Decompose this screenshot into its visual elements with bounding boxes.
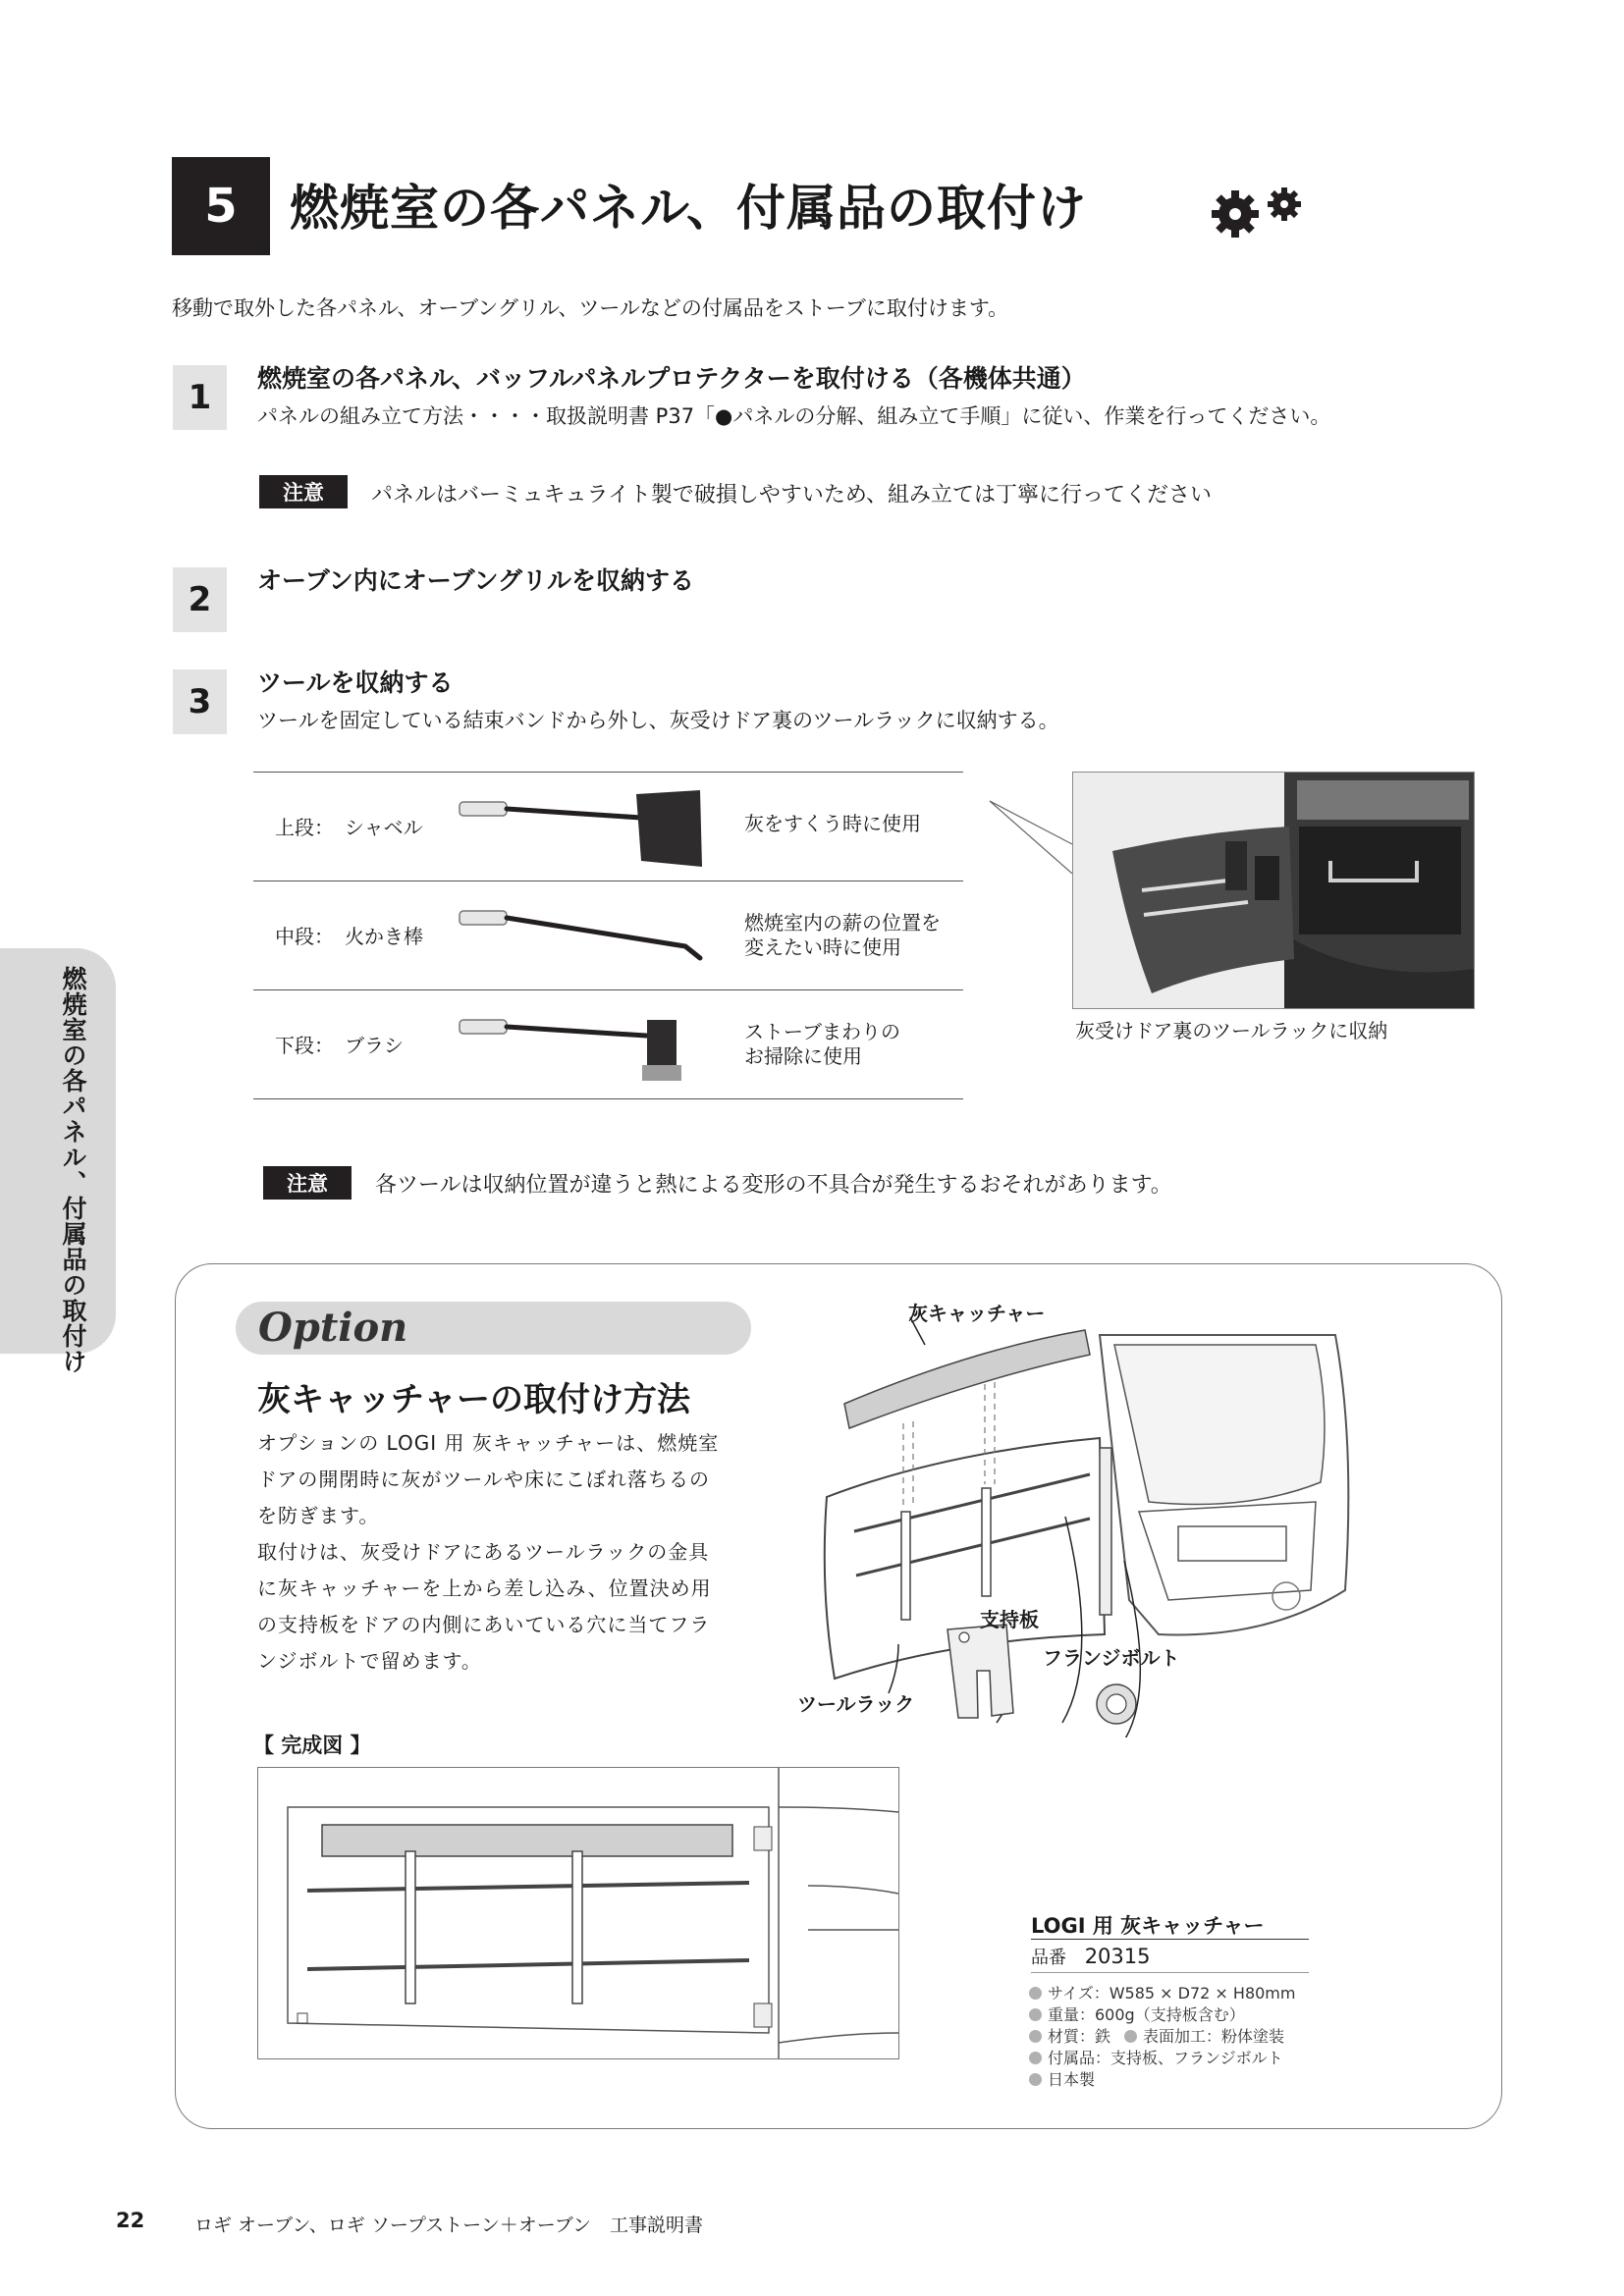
spec-text: サイズ：W585 × D72 × H80mm bbox=[1048, 1984, 1296, 2002]
tool-rack-photo bbox=[1072, 772, 1475, 1009]
tool-use-line: 燃焼室内の薪の位置を bbox=[744, 911, 941, 934]
bullet-dot-icon bbox=[1029, 2008, 1042, 2021]
product-title: LOGI 用 灰キャッチャー bbox=[1031, 1914, 1265, 1938]
gear-icon bbox=[1206, 183, 1314, 245]
label-support-plate: 支持板 bbox=[980, 1608, 1039, 1631]
section-title: 燃焼室の各パネル、付属品の取付け bbox=[290, 180, 1087, 237]
completed-diagram bbox=[257, 1767, 899, 2059]
step-1-number: 1 bbox=[173, 365, 227, 430]
product-code bbox=[1031, 1944, 1151, 1969]
spec-item bbox=[1029, 1981, 1295, 2003]
divider bbox=[1031, 1939, 1309, 1940]
poker-illustration bbox=[455, 889, 720, 983]
section-intro: 移動で取外した各パネル、オーブングリル、ツールなどの付属品をストーブに取付けます。 bbox=[172, 296, 1009, 320]
tool-table bbox=[253, 772, 963, 1099]
tool-use bbox=[744, 911, 960, 960]
callout-pointer bbox=[982, 785, 1080, 874]
tool-position: 下段： bbox=[275, 1034, 334, 1057]
tool-row-brush bbox=[253, 990, 963, 1099]
label-ash-catcher: 灰キャッチャー bbox=[908, 1302, 1046, 1325]
spec-item bbox=[1029, 2024, 1284, 2047]
completed-label: 【 完成図 】 bbox=[253, 1734, 371, 1757]
tool-use-line: 変えたい時に使用 bbox=[744, 935, 901, 959]
shovel-illustration bbox=[455, 780, 720, 874]
photo-caption: 灰受けドア裏のツールラックに収納 bbox=[1075, 1019, 1388, 1042]
option-label: Option bbox=[258, 1305, 408, 1351]
side-chapter-label: 燃焼室の各パネル、付属品の取付け bbox=[59, 966, 87, 1374]
option-title: 灰キャッチャーの取付け方法 bbox=[257, 1380, 690, 1419]
step-3-text: ツールを固定している結束バンドから外し、灰受けドア裏のツールラックに収納する。 bbox=[257, 709, 1059, 732]
caution-text: パネルはバーミュキュライト製で破損しやすいため、組み立ては丁寧に行ってください bbox=[371, 483, 1213, 507]
label-flange-bolt: フランジボルト bbox=[1043, 1646, 1180, 1670]
option-paragraph: オプションの LOGI 用 灰キャッチャーは、燃焼室ドアの開閉時に灰がツールや床にこぼれ落ちるのを防ぎます。 bbox=[257, 1431, 720, 1527]
tool-row-shovel bbox=[253, 773, 963, 881]
section-number: 5 bbox=[172, 157, 270, 255]
spec-text: 材質：鉄 bbox=[1048, 2027, 1111, 2046]
bullet-dot-icon bbox=[1029, 2030, 1042, 2043]
divider bbox=[1031, 1972, 1309, 1973]
step-2-title: オーブン内にオーブングリルを収納する bbox=[257, 566, 695, 595]
tool-name: 火かき棒 bbox=[345, 925, 423, 948]
step-3-number: 3 bbox=[173, 669, 227, 734]
bullet-dot-icon bbox=[1029, 2052, 1042, 2064]
option-paragraph: 取付けは、灰受けドアにあるツールラックの金具に灰キャッチャーを上から差し込み、位置決め用の支持板をドアの内側にあいている穴に当てフランジボルトで留めます。 bbox=[257, 1540, 712, 1673]
tool-use bbox=[744, 812, 960, 836]
bullet-dot-icon bbox=[1029, 2073, 1042, 2086]
product-code-value: 20315 bbox=[1084, 1945, 1151, 1968]
option-description bbox=[257, 1425, 729, 1680]
tool-use-line: 灰をすくう時に使用 bbox=[744, 812, 921, 835]
step-2-number: 2 bbox=[173, 567, 227, 632]
spec-item bbox=[1029, 2002, 1245, 2025]
caution-badge: 注意 bbox=[263, 1166, 352, 1200]
tool-row-poker bbox=[253, 881, 963, 990]
tool-use-line: お掃除に使用 bbox=[744, 1044, 862, 1068]
spec-item bbox=[1029, 2046, 1283, 2068]
tool-position: 中段： bbox=[275, 925, 334, 948]
spec-item bbox=[1029, 2067, 1095, 2090]
caution-text: 各ツールは収納位置が違うと熱による変形の不具合が発生するおそれがあります。 bbox=[375, 1173, 1172, 1198]
bullet-dot-icon bbox=[1124, 2030, 1137, 2043]
tool-name: ブラシ bbox=[345, 1034, 404, 1057]
brush-illustration bbox=[455, 998, 720, 1092]
spec-text: 付属品：支持板、フランジボルト bbox=[1048, 2049, 1283, 2067]
spec-text: 重量：600g（支持板含む） bbox=[1048, 2005, 1245, 2024]
bullet-dot-icon bbox=[1029, 1987, 1042, 2000]
step-3-title: ツールを収納する bbox=[257, 668, 454, 697]
tool-position: 上段： bbox=[275, 816, 334, 839]
spec-text: 日本製 bbox=[1048, 2070, 1096, 2089]
tool-use bbox=[744, 1020, 960, 1069]
step-1-text: パネルの組み立て方法・・・・取扱説明書 P37「●パネルの分解、組み立て手順」に従い、作業を行ってください。 bbox=[257, 404, 1331, 428]
tool-use-line: ストーブまわりの bbox=[744, 1020, 900, 1043]
ash-catcher-diagram bbox=[805, 1306, 1473, 1737]
label-tool-rack: ツールラック bbox=[797, 1692, 915, 1716]
spec-text: 表面加工：粉体塗装 bbox=[1143, 2027, 1285, 2046]
step-1-title: 燃焼室の各パネル、バッフルパネルプロテクターを取付ける（各機体共通） bbox=[257, 364, 1086, 393]
footer-title: ロギ オーブン、ロギ ソープストーン＋オーブン 工事説明書 bbox=[194, 2215, 704, 2236]
page-number: 22 bbox=[116, 2209, 145, 2232]
product-code-label: 品番 bbox=[1031, 1948, 1066, 1968]
tool-name: シャベル bbox=[345, 816, 423, 839]
caution-badge: 注意 bbox=[259, 475, 348, 508]
